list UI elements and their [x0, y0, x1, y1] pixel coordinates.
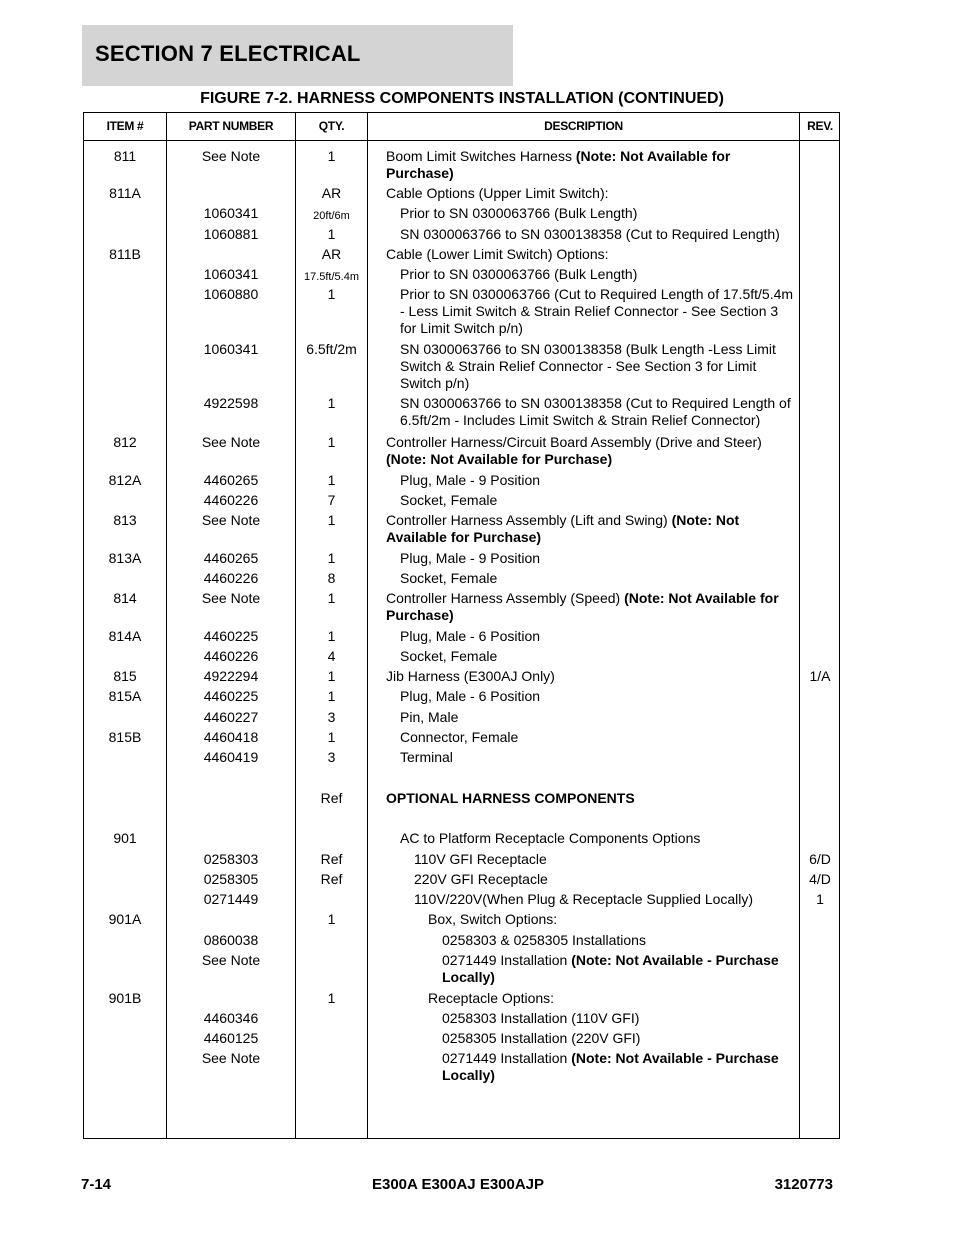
part-number: 4460225 [203, 628, 259, 644]
item-number: 813A [108, 550, 142, 566]
part-number: 4460226 [203, 492, 259, 508]
column-divider [799, 113, 800, 1138]
quantity: 1 [327, 148, 336, 164]
quantity: 1 [327, 990, 336, 1006]
revision: 4/D [809, 871, 831, 887]
part-number: See Note [201, 148, 261, 164]
description-text: 0258303 Installation (110V GFI) [442, 1010, 640, 1026]
quantity: 1 [327, 911, 336, 927]
description [400, 205, 794, 222]
description-text: 0258305 Installation (220V GFI) [442, 1030, 641, 1046]
description [400, 688, 794, 705]
quantity: 20ft/6m [313, 210, 350, 222]
description [400, 472, 794, 489]
quantity: 1 [327, 472, 336, 488]
part-number: 4460418 [203, 729, 259, 745]
description-text: 220V GFI Receptacle [414, 871, 548, 887]
part-number: 1060880 [203, 286, 259, 302]
quantity: 1 [327, 550, 336, 566]
description-text: Controller Harness Assembly (Lift and Swing) [386, 512, 672, 528]
part-number: 0271449 [203, 891, 259, 907]
description [442, 1030, 794, 1047]
description-text: Pin, Male [400, 709, 459, 725]
description-text: Connector, Female [400, 729, 519, 745]
description-text: Socket, Female [400, 492, 498, 508]
description [442, 1050, 794, 1084]
description [414, 871, 794, 888]
part-number: 1060881 [203, 226, 259, 242]
description-text: Terminal [400, 749, 453, 765]
quantity: 1 [327, 512, 336, 528]
part-number: 4922598 [203, 395, 259, 411]
part-number: 4922294 [203, 668, 259, 684]
parts-table [83, 112, 840, 1139]
quantity: 3 [327, 709, 336, 725]
quantity: 1 [327, 688, 336, 704]
description [400, 648, 794, 665]
page-number: 7-14 [81, 1176, 112, 1193]
quantity: 1 [327, 434, 336, 450]
description-note: (Note: Not Available for Purchase) [386, 148, 731, 181]
description [400, 266, 794, 283]
item-number: 812 [113, 434, 137, 450]
quantity: 17.5ft/5.4m [303, 271, 360, 283]
item-number: 901 [113, 830, 137, 846]
section-title: SECTION 7 ELECTRICAL [95, 41, 361, 66]
revision: 1 [816, 891, 824, 907]
description-text: Box, Switch Options: [428, 911, 558, 927]
description-note: (Note: Not Available for Purchase) [386, 512, 740, 545]
model-numbers: E300A E300AJ E300AJP [371, 1176, 545, 1193]
description [400, 749, 794, 766]
quantity: 1 [327, 286, 336, 302]
part-number: 1060341 [203, 205, 259, 221]
part-number: See Note [201, 434, 261, 450]
quantity: 1 [327, 628, 336, 644]
quantity: 3 [327, 749, 336, 765]
part-number: 4460346 [203, 1010, 259, 1026]
quantity: Ref [320, 851, 343, 867]
part-number: 0258305 [203, 871, 259, 887]
description [400, 550, 794, 567]
item-number: 815A [108, 688, 142, 704]
revision: 1/A [809, 668, 831, 684]
part-number: 1060341 [203, 341, 259, 357]
item-number: 811 [113, 148, 137, 164]
header-divider [84, 140, 839, 141]
description-note: (Note: Not Available - Purchase Locally) [442, 952, 779, 985]
description [442, 1010, 794, 1027]
part-number: 4460419 [203, 749, 259, 765]
description [386, 185, 794, 202]
item-number: 813 [113, 512, 137, 528]
description-text: Prior to SN 0300063766 (Bulk Length) [400, 205, 638, 221]
quantity: 1 [327, 668, 336, 684]
part-number: See Note [201, 952, 261, 968]
description [400, 286, 794, 337]
description [400, 341, 794, 392]
part-number: 1060341 [203, 266, 259, 282]
column-divider [367, 113, 368, 1138]
description-text: Plug, Male - 6 Position [400, 628, 541, 644]
quantity: 1 [327, 226, 336, 242]
description [414, 851, 794, 868]
description [400, 570, 794, 587]
part-number: 4460227 [203, 709, 259, 725]
column-divider [295, 113, 296, 1138]
item-number: 814 [113, 590, 137, 606]
description-text: 0258303 & 0258305 Installations [442, 932, 646, 948]
description-note: (Note: Not Available for Purchase) [386, 590, 779, 623]
part-number: 4460265 [203, 472, 259, 488]
description [442, 932, 794, 949]
description-note: (Note: Not Available for Purchase) [386, 451, 613, 467]
description-text: 110V/220V(When Plug & Receptacle Supplied Locally) [414, 891, 754, 907]
description-text: Prior to SN 0300063766 (Cut to Required Length of 17.5ft/5.4m - Less Limit Switch & Strain Relief Connector - See Section 3 for Limit Switch p/n) [400, 286, 794, 336]
col-header-rev: REV. [807, 119, 833, 133]
description-note: OPTIONAL HARNESS COMPONENTS [386, 790, 635, 806]
col-header-description: DESCRIPTION [544, 119, 623, 133]
quantity: AR [321, 185, 342, 201]
description [386, 246, 794, 263]
description [386, 434, 794, 468]
part-number: See Note [201, 1050, 261, 1066]
description-text: Socket, Female [400, 648, 498, 664]
quantity: Ref [320, 871, 343, 887]
description [428, 911, 794, 928]
description-text: SN 0300063766 to SN 0300138358 (Cut to Required Length of 6.5ft/2m - Includes Limit Switch & Strain Relief Connector) [400, 395, 791, 428]
quantity: 1 [327, 590, 336, 606]
description [428, 990, 794, 1007]
revision: 6/D [809, 851, 831, 867]
col-header-qty: QTY. [318, 119, 345, 133]
item-number: 815B [108, 729, 142, 745]
description [400, 226, 794, 243]
col-header-part-number: PART NUMBER [188, 119, 274, 133]
quantity: 1 [327, 395, 336, 411]
col-header-item: ITEM # [106, 119, 144, 133]
description [400, 492, 794, 509]
description [386, 590, 794, 624]
document-number: 3120773 [774, 1176, 833, 1193]
description-text: SN 0300063766 to SN 0300138358 (Cut to Required Length) [400, 226, 780, 242]
item-number: 811B [109, 246, 141, 262]
part-number: 4460225 [203, 688, 259, 704]
description [386, 148, 794, 182]
part-number: 4460226 [203, 570, 259, 586]
quantity: 6.5ft/2m [306, 341, 357, 357]
description-text: 0271449 Installation [442, 1050, 572, 1066]
description [400, 729, 794, 746]
description [386, 512, 794, 546]
description [386, 668, 794, 685]
description-text: Plug, Male - 9 Position [400, 472, 541, 488]
description [386, 790, 794, 807]
part-number: 4460226 [203, 648, 259, 664]
part-number: See Note [201, 512, 261, 528]
part-number: 0258303 [203, 851, 259, 867]
quantity: Ref [320, 790, 343, 806]
item-number: 901A [108, 911, 142, 927]
description-text: Boom Limit Switches Harness [386, 148, 576, 164]
quantity: 8 [327, 570, 336, 586]
quantity: AR [321, 246, 342, 262]
description-text: Prior to SN 0300063766 (Bulk Length) [400, 266, 638, 282]
quantity: 1 [327, 729, 336, 745]
description-text: 110V GFI Receptacle [414, 851, 547, 867]
item-number: 814A [108, 628, 142, 644]
item-number: 815 [113, 668, 137, 684]
item-number: 811A [109, 185, 141, 201]
description-text: 0271449 Installation [442, 952, 572, 968]
description-text: AC to Platform Receptacle Components Options [400, 830, 701, 846]
description-text: Cable (Lower Limit Switch) Options: [386, 246, 609, 262]
description-text: Cable Options (Upper Limit Switch): [386, 185, 609, 201]
description [414, 891, 794, 908]
description-text: Controller Harness Assembly (Speed) [386, 590, 625, 606]
description-text: Jib Harness (E300AJ Only) [386, 668, 555, 684]
item-number: 901B [108, 990, 142, 1006]
part-number: 4460265 [203, 550, 259, 566]
part-number: See Note [201, 590, 261, 606]
description-text: SN 0300063766 to SN 0300138358 (Bulk Length -Less Limit Switch & Strain Relief Connector - See Section 3 for Limit Switch p/n) [400, 341, 776, 391]
description [400, 830, 794, 847]
description-text: Plug, Male - 9 Position [400, 550, 541, 566]
description-text: Socket, Female [400, 570, 498, 586]
description-note: (Note: Not Available - Purchase Locally) [442, 1050, 779, 1083]
description-text: Controller Harness/Circuit Board Assembly (Drive and Steer) [386, 434, 762, 450]
quantity: 7 [327, 492, 336, 508]
item-number: 812A [108, 472, 142, 488]
part-number: 4460125 [203, 1030, 259, 1046]
description-text: Plug, Male - 6 Position [400, 688, 541, 704]
description-text: Receptacle Options: [428, 990, 555, 1006]
description [442, 952, 794, 986]
description [400, 395, 794, 429]
quantity: 4 [327, 648, 336, 664]
description [400, 709, 794, 726]
description [400, 628, 794, 645]
part-number: 0860038 [203, 932, 259, 948]
figure-title: FIGURE 7-2. HARNESS COMPONENTS INSTALLATION (CONTINUED) [200, 90, 724, 107]
